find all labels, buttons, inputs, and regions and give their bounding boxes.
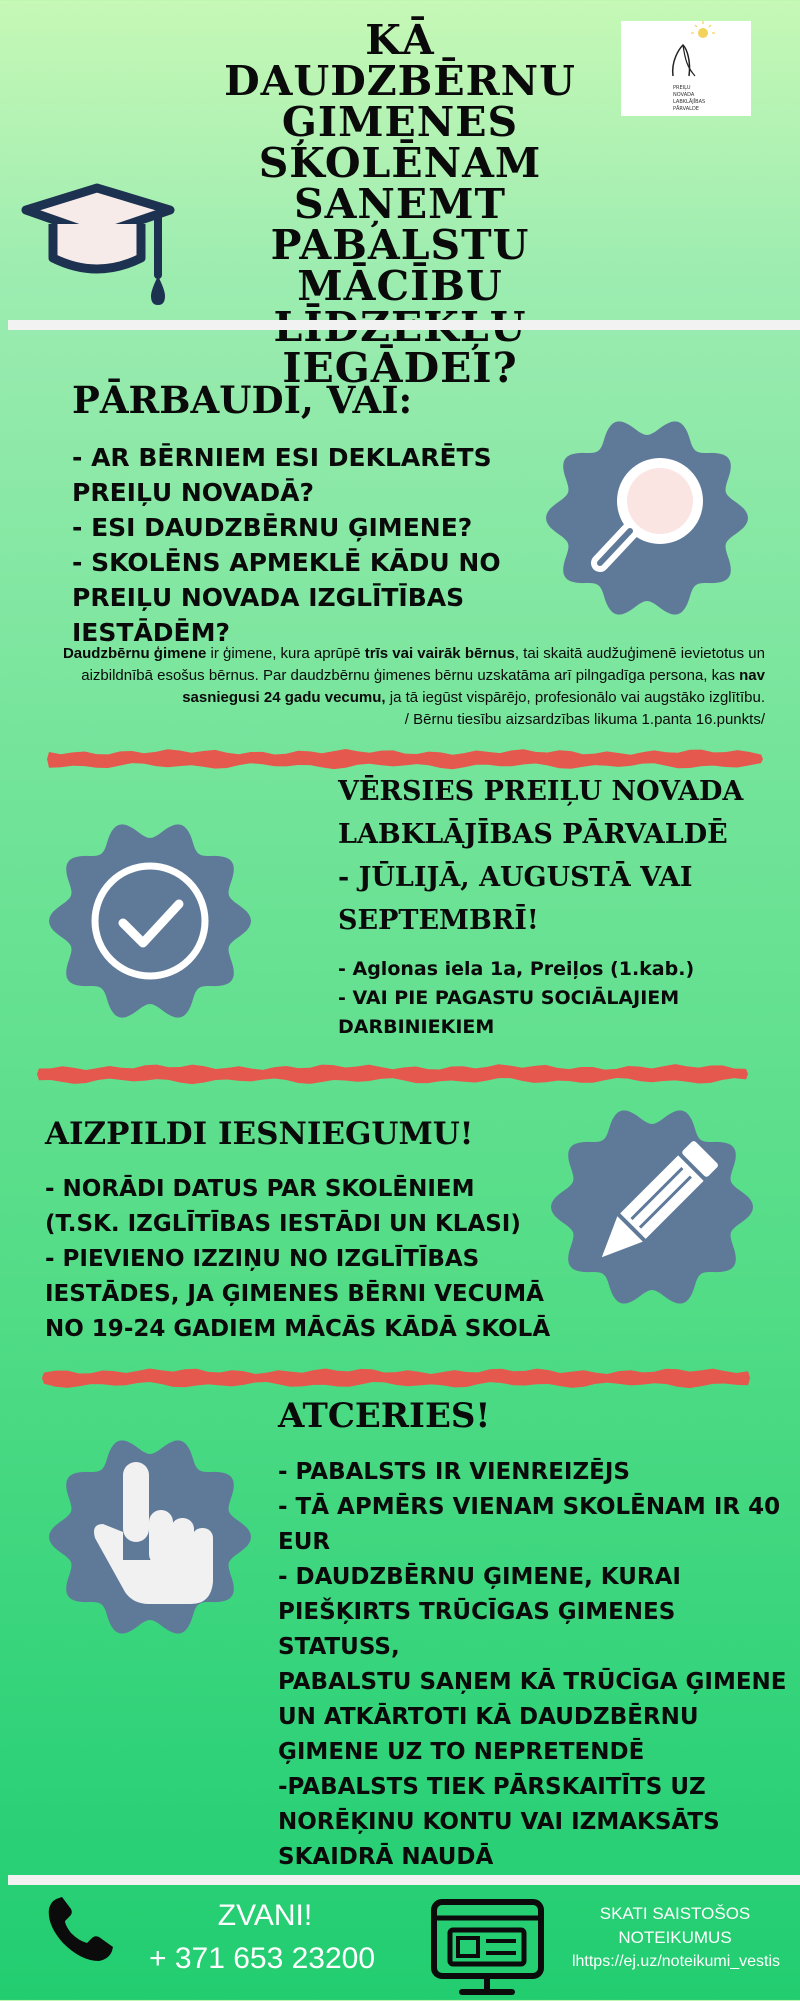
pencil-badge [547,1102,757,1312]
hand-badge [45,1432,255,1642]
remember-item: NORĒĶINU KONTU VAI IZMAKSĀTS [278,1809,720,1835]
remember-item: - DAUDZBĒRNU ĢIMENE, KURAI [278,1564,681,1590]
remember-item: UN ATKĀRTOTI KĀ DAUDZBĒRNU [278,1704,699,1730]
remember-item: -PABALSTS TIEK PĀRSKAITĪTS UZ [278,1774,706,1800]
divider [8,1875,800,1885]
remember-list [278,1455,788,1875]
brush-divider [45,745,765,773]
visit-heading-line: LABKLĀJĪBAS PĀRVALDĒ [338,819,728,850]
visit-item: - VAI PIE PAGASTU SOCIĀLAJIEM [338,987,680,1009]
logo-drawing [621,21,751,116]
note-bold: nav sasniegusi 24 gadu vecumu, [182,667,765,706]
graduation-cap-icon [20,180,180,315]
fill-item: - PIEVIENO IZZIŅU NO IZGLĪTĪBAS [45,1246,480,1272]
section-heading-check: PĀRBAUDI, VAI: [72,378,413,422]
visit-heading-line: SEPTEMBRĪ! [338,905,539,936]
check-item: - SKOLĒNS APMEKLĒ KĀDU NO PREIĻU NOVADA IZGLĪTĪBAS IESTĀDĒM? [72,548,501,647]
note-text: ir ģimene, kura aprūpē [206,645,365,662]
remember-item: - PABALSTS IR VIENREIZĒJS [278,1459,630,1485]
page-title: KĀ DAUDZBĒRNU ĢIMENES SKOLĒNAM SAŅEMT PABALSTU MĀCĪBU IEGĀDEI? [224,16,576,392]
fill-item: IESTĀDES, JA ĢIMENES BĒRNI VECUMĀ [45,1281,544,1307]
fill-item: (T.SK. IZGLĪTĪBAS IESTĀDI UN KLASI) [45,1211,521,1237]
check-item: - AR BĒRNIEM ESI DEKLARĒTS PREIĻU NOVADĀ? [72,443,492,507]
browser-window-icon[interactable] [430,1898,545,1996]
call-label: ZVANI! [217,1899,313,1932]
note-bold: Daudzbērnu ģimene [62,645,207,662]
rules-link[interactable]: lhttps://ej.uz/noteikumi_vestis [571,1953,781,1970]
visit-heading-line: - JŪLIJĀ, AUGUSTĀ VAI [338,862,693,893]
remember-item: - TĀ APMĒRS VIENAM SKOLĒNAM IR 40 [278,1494,781,1520]
note-source: / Bērnu tiesību aizsardzības likuma 1.panta 16.punkts/ [404,711,765,728]
note-text: ja tā iegūst vispārējo, profesionālo vai augstāko izglītību. [385,689,765,706]
brush-divider [40,1364,752,1392]
visit-item: - Aglonas iela 1a, Preiļos (1.kab.) [338,958,695,980]
section-heading-remember: ATCERIES! [278,1396,491,1436]
rules-label-line: SKATI SAISTOŠOS [599,1904,751,1923]
remember-item: ĢIMENE UZ TO NEPRETENDĒ [278,1739,645,1765]
visit-list [338,955,778,1042]
visit-heading-line: VĒRSIES PREIĻU NOVADA [338,776,744,807]
rules-label-line: NOTEIKUMUS [618,1928,732,1947]
section-heading-visit [338,770,743,942]
check-list [72,440,572,650]
fill-item: - NORĀDI DATUS PAR SKOLĒNIEM [45,1176,475,1202]
brush-divider [35,1060,750,1088]
svg-text:PREIĻU: PREIĻU [673,85,691,91]
definition-note [55,643,765,731]
divider [8,320,800,330]
remember-item: PIEŠĶIRTS TRŪCĪGAS ĢIMENES STATUSS, [278,1599,676,1660]
note-bold: trīs vai vairāk bērnus [364,645,515,662]
logo [621,21,751,116]
remember-item: PABALSTU SAŅEM KĀ TRŪCĪGA ĢIMENE [278,1669,787,1695]
check-item: - ESI DAUDZBĒRNU ĢIMENE? [72,513,473,542]
svg-text:NOVADA: NOVADA [673,92,695,98]
remember-item: SKAIDRĀ NAUDĀ [278,1844,494,1870]
svg-text:PĀRVALDE: PĀRVALDE [673,106,699,112]
phone-icon[interactable] [45,1895,115,1965]
rules-label [560,1902,790,1950]
magnifier-badge [542,413,752,623]
fill-item: NO 19-24 GADIEM MĀCĀS KĀDĀ SKOLĀ [45,1316,551,1342]
svg-text:LABKLĀJĪBAS: LABKLĀJĪBAS [673,99,706,105]
checkmark-badge [45,816,255,1026]
fill-list [45,1172,565,1347]
visit-item: DARBINIEKIEM [338,1016,495,1038]
remember-item: EUR [278,1529,331,1555]
section-heading-fill: AIZPILDI IESNIEGUMU! [45,1116,474,1152]
note-text: , tai skaitā audžuģimenē ievietotus un aizbildnībā esošus bērnus. Par daudzbērnu ģimenes bērnu uzskatāma arī pilngadīga persona, kas [81,645,765,684]
phone-number[interactable]: + 371 653 23200 [148,1942,376,1975]
